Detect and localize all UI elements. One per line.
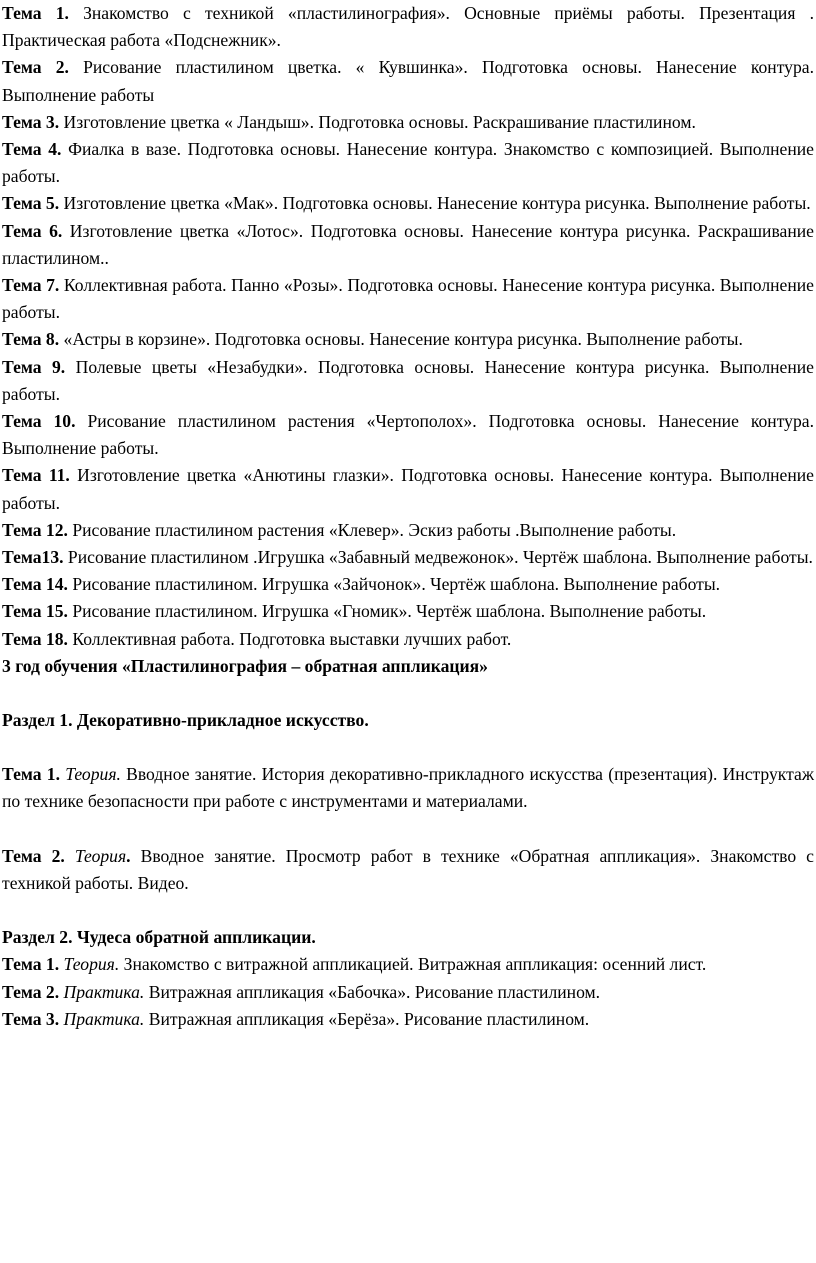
topic-text: Полевые цветы «Незабудки». Подготовка основы. Нанесение контура рисунка. Выполнение работы.: [2, 356, 814, 404]
topic-kind-dot: .: [126, 845, 131, 866]
topic-paragraph: [2, 218, 814, 272]
topic-paragraph: [2, 0, 814, 54]
topic-paragraph: [2, 326, 814, 353]
topic-text: Вводное занятие. История декоративно-прикладного искусства (презентация). Инструктаж по технике безопасности при работе с инструментами и материалами.: [2, 764, 814, 812]
topic-text: «Астры в корзине». Подготовка основы. Нанесение контура рисунка. Выполнение работы.: [59, 329, 743, 350]
topic-text: Рисование пластилином растения «Клевер». Эскиз работы .Выполнение работы.: [67, 519, 677, 540]
topic-text: Вводное занятие. Просмотр работ в технике «Обратная аппликация». Знакомство с техникой работы. Видео.: [2, 845, 814, 893]
topic-label: Тема 1.: [2, 954, 60, 975]
spacer: [2, 816, 814, 843]
topic-kind: Практика.: [63, 981, 145, 1002]
topic-paragraph: [2, 109, 814, 136]
topic-text: Рисование пластилином .Игрушка «Забавный медвежонок». Чертёж шаблона. Выполнение работы.: [63, 547, 813, 568]
topic-text: Знакомство с витражной аппликацией. Витражная аппликация: осенний лист.: [119, 954, 707, 975]
topic-label: Тема 3.: [2, 111, 60, 132]
topic-label: Тема 18.: [2, 628, 68, 649]
topic-text: Рисование пластилином. Игрушка «Гномик». Чертёж шаблона. Выполнение работы.: [67, 601, 707, 622]
topic-label: Тема 9.: [2, 356, 66, 377]
topic-paragraph: [2, 54, 814, 108]
section-1-topic-1: [2, 761, 814, 815]
topic-paragraph: [2, 462, 814, 516]
topic-paragraph: [2, 408, 814, 462]
topic-text: Изготовление цветка «Лотос». Подготовка основы. Нанесение контура рисунка. Раскрашивание пластилином..: [2, 220, 814, 268]
topic-text: Рисование пластилином цветка. « Кувшинка». Подготовка основы. Нанесение контура. Выполнение работы: [2, 57, 814, 105]
topic-text: Витражная аппликация «Берёза». Рисование пластилином.: [144, 1008, 590, 1029]
topic-label: Тема13.: [2, 547, 64, 568]
section-2-title: Раздел 2. Чудеса обратной аппликации.: [2, 927, 316, 948]
topic-label: Тема 2.: [2, 57, 69, 78]
topic-paragraph: [2, 136, 814, 190]
topic-text: Витражная аппликация «Бабочка». Рисование пластилином.: [144, 981, 601, 1002]
section-1-title: Раздел 1. Декоративно-прикладное искусство.: [2, 710, 369, 731]
topic-text: Коллективная работа. Панно «Розы». Подготовка основы. Нанесение контура рисунка. Выполнение работы.: [2, 275, 814, 323]
topic-kind: Практика.: [63, 1008, 145, 1029]
topic-text: Коллективная работа. Подготовка выставки лучших работ.: [67, 628, 512, 649]
topic-label: Тема 2.: [2, 981, 60, 1002]
spacer: [2, 897, 814, 924]
topics-list: [2, 0, 814, 653]
topic-paragraph: [2, 544, 814, 571]
topic-paragraph: [2, 272, 814, 326]
topic-kind: Теория: [74, 845, 127, 866]
topic-paragraph: [2, 517, 814, 544]
topic-text: Изготовление цветка «Анютины глазки». Подготовка основы. Нанесение контура. Выполнение работы.: [2, 465, 814, 513]
topic-label: Тема 2.: [2, 845, 65, 866]
topic-label: Тема 12.: [2, 519, 68, 540]
section-1-topic-2: [2, 843, 814, 897]
year-heading: 3 год обучения «Пластилинография – обратная аппликация»: [2, 655, 488, 676]
topic-paragraph: [2, 598, 814, 625]
topic-paragraph: [2, 354, 814, 408]
section-2-topic-3: [2, 1006, 814, 1033]
topic-text: Рисование пластилином. Игрушка «Зайчонок». Чертёж шаблона. Выполнение работы.: [67, 574, 721, 595]
topic-text: Фиалка в вазе. Подготовка основы. Нанесение контура. Знакомство с композицией. Выполнение работы.: [2, 139, 814, 187]
topic-label: Тема 6.: [2, 220, 63, 241]
topic-label: Тема 1.: [2, 764, 60, 785]
topic-label: Тема 4.: [2, 139, 62, 160]
topic-paragraph: [2, 190, 814, 217]
topic-kind: Теория.: [63, 954, 120, 975]
topic-label: Тема 15.: [2, 601, 68, 622]
topic-label: Тема 14.: [2, 574, 68, 595]
topic-kind: Теория.: [65, 764, 121, 785]
spacer: [2, 680, 814, 707]
topic-text: Знакомство с техникой «пластилинография». Основные приёмы работы. Презентация . Практическая работа «Подснежник».: [2, 3, 814, 51]
topic-label: Тема 1.: [2, 3, 69, 23]
spacer: [2, 734, 814, 761]
topic-paragraph: [2, 626, 814, 653]
topic-label: Тема 5.: [2, 193, 60, 214]
topic-text: Изготовление цветка «Мак». Подготовка основы. Нанесение контура рисунка. Выполнение работы.: [59, 193, 811, 214]
topic-label: Тема 7.: [2, 275, 60, 296]
topic-label: Тема 11.: [2, 465, 70, 486]
topic-text: Изготовление цветка « Ландыш». Подготовка основы. Раскрашивание пластилином.: [59, 111, 696, 132]
topic-label: Тема 3.: [2, 1008, 60, 1029]
section-2-topic-2: [2, 979, 814, 1006]
topic-text: Рисование пластилином растения «Чертополох». Подготовка основы. Нанесение контура. Выполнение работы.: [2, 411, 814, 459]
topic-paragraph: [2, 571, 814, 598]
section-2-topic-1: [2, 951, 814, 978]
topic-label: Тема 8.: [2, 329, 60, 350]
topic-label: Тема 10.: [2, 411, 76, 432]
